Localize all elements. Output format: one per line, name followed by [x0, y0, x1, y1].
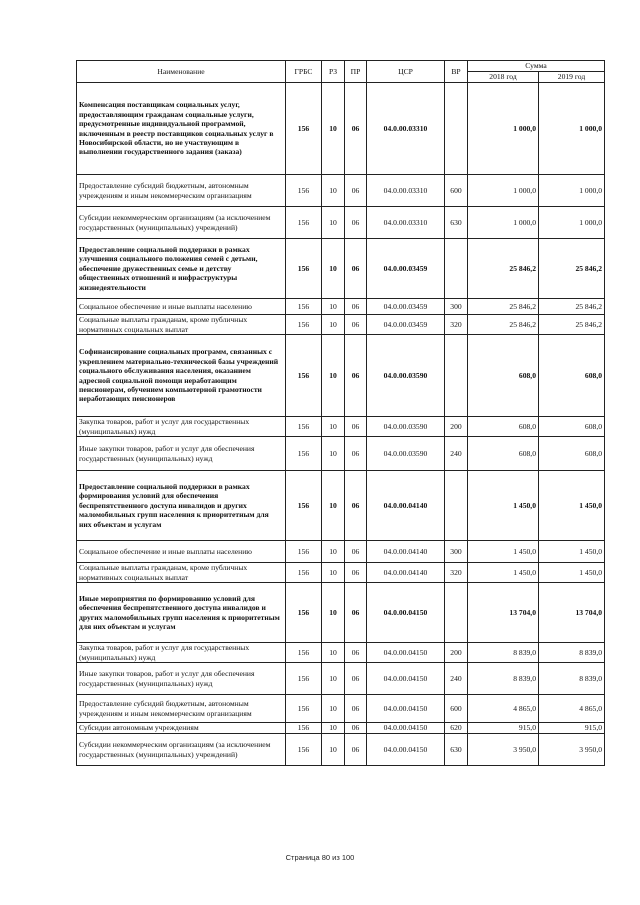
cell-name: Иные мероприятия по формированию условий для обеспечения беспрепятственного доступа инвалидов и других маломобильных групп населения к приоритетным для них объектам и услугам [77, 583, 286, 643]
cell-2018: 13 704,0 [468, 583, 539, 643]
table-row [77, 563, 605, 583]
cell-2019: 25 846,2 [539, 239, 605, 299]
cell-rz: 10 [322, 437, 345, 471]
cell-grbs: 156 [286, 239, 322, 299]
table-body [77, 83, 605, 766]
table-row [77, 723, 605, 734]
cell-grbs: 156 [286, 299, 322, 315]
cell-2019: 1 450,0 [539, 471, 605, 541]
cell-vr: 630 [445, 207, 468, 239]
cell-2019: 25 846,2 [539, 299, 605, 315]
cell-2018: 4 865,0 [468, 695, 539, 723]
cell-pr: 06 [345, 175, 367, 207]
cell-rz: 10 [322, 207, 345, 239]
cell-csr: 04.0.00.03310 [367, 83, 445, 175]
cell-2019: 915,0 [539, 723, 605, 734]
table-row [77, 335, 605, 417]
cell-rz: 10 [322, 643, 345, 663]
cell-pr: 06 [345, 723, 367, 734]
cell-rz: 10 [322, 417, 345, 437]
cell-2019: 25 846,2 [539, 315, 605, 335]
cell-pr: 06 [345, 335, 367, 417]
cell-name: Социальные выплаты гражданам, кроме публичных нормативных социальных выплат [77, 315, 286, 335]
cell-name: Субсидии автономным учреждениям [77, 723, 286, 734]
cell-2019: 1 000,0 [539, 175, 605, 207]
cell-vr: 200 [445, 417, 468, 437]
cell-grbs: 156 [286, 695, 322, 723]
table-row [77, 437, 605, 471]
cell-rz: 10 [322, 541, 345, 563]
cell-csr: 04.0.00.03459 [367, 299, 445, 315]
cell-rz: 10 [322, 175, 345, 207]
cell-csr: 04.0.00.04150 [367, 643, 445, 663]
table-row [77, 207, 605, 239]
cell-vr: 600 [445, 175, 468, 207]
cell-csr: 04.0.00.03590 [367, 335, 445, 417]
table-row [77, 175, 605, 207]
cell-2018: 1 450,0 [468, 541, 539, 563]
cell-name: Социальные выплаты гражданам, кроме публичных нормативных социальных выплат [77, 563, 286, 583]
cell-grbs: 156 [286, 643, 322, 663]
cell-rz: 10 [322, 734, 345, 766]
cell-rz: 10 [322, 663, 345, 695]
cell-grbs: 156 [286, 437, 322, 471]
cell-2019: 4 865,0 [539, 695, 605, 723]
cell-2019: 608,0 [539, 437, 605, 471]
cell-pr: 06 [345, 437, 367, 471]
cell-rz: 10 [322, 239, 345, 299]
cell-csr: 04.0.00.03459 [367, 315, 445, 335]
cell-2018: 3 950,0 [468, 734, 539, 766]
cell-2019: 608,0 [539, 335, 605, 417]
cell-name: Закупка товаров, работ и услуг для государственных (муниципальных) нужд [77, 643, 286, 663]
cell-2018: 1 000,0 [468, 83, 539, 175]
table-header [77, 61, 605, 83]
cell-name: Закупка товаров, работ и услуг для государственных (муниципальных) нужд [77, 417, 286, 437]
cell-2019: 1 450,0 [539, 541, 605, 563]
page-number: Страница 80 из 100 [285, 853, 355, 862]
table-row [77, 734, 605, 766]
cell-2019: 3 950,0 [539, 734, 605, 766]
table-row [77, 695, 605, 723]
cell-rz: 10 [322, 583, 345, 643]
cell-pr: 06 [345, 541, 367, 563]
cell-pr: 06 [345, 299, 367, 315]
cell-rz: 10 [322, 315, 345, 335]
cell-pr: 06 [345, 583, 367, 643]
cell-name: Предоставление социальной поддержки в рамках формирования условий для обеспечения беспрепятственного доступа инвалидов и других маломобильных групп населения к приоритетным для них объектам и услугам [77, 471, 286, 541]
cell-vr [445, 239, 468, 299]
cell-vr: 600 [445, 695, 468, 723]
cell-name: Иные закупки товаров, работ и услуг для обеспечения государственных (муниципальных) нужд [77, 437, 286, 471]
cell-name: Субсидии некоммерческим организациям (за исключением государственных (муниципальных) учреждений) [77, 734, 286, 766]
cell-2019: 1 450,0 [539, 563, 605, 583]
cell-pr: 06 [345, 207, 367, 239]
cell-2019: 1 000,0 [539, 207, 605, 239]
cell-pr: 06 [345, 417, 367, 437]
cell-rz: 10 [322, 335, 345, 417]
header-pr: ПР [345, 61, 367, 83]
table-row [77, 417, 605, 437]
cell-grbs: 156 [286, 563, 322, 583]
cell-rz: 10 [322, 299, 345, 315]
cell-csr: 04.0.00.03310 [367, 175, 445, 207]
cell-2018: 1 450,0 [468, 471, 539, 541]
cell-grbs: 156 [286, 315, 322, 335]
cell-2018: 1 000,0 [468, 175, 539, 207]
cell-vr [445, 471, 468, 541]
header-csr: ЦСР [367, 61, 445, 83]
cell-csr: 04.0.00.04140 [367, 563, 445, 583]
cell-csr: 04.0.00.04140 [367, 471, 445, 541]
cell-2019: 1 000,0 [539, 83, 605, 175]
cell-vr [445, 583, 468, 643]
cell-name: Компенсация поставщикам социальных услуг, предоставляющим гражданам социальные услуги, предусмотренные индивидуальной программой, включенным в реестр поставщиков социальных услуг в Новосибирской области, но не участвующим в выполнении государственного задания (заказа) [77, 83, 286, 175]
cell-rz: 10 [322, 723, 345, 734]
cell-vr [445, 335, 468, 417]
cell-pr: 06 [345, 734, 367, 766]
cell-csr: 04.0.00.04150 [367, 734, 445, 766]
cell-csr: 04.0.00.04150 [367, 723, 445, 734]
cell-grbs: 156 [286, 207, 322, 239]
cell-vr: 300 [445, 541, 468, 563]
cell-grbs: 156 [286, 417, 322, 437]
cell-2019: 608,0 [539, 417, 605, 437]
table-row [77, 663, 605, 695]
cell-grbs: 156 [286, 175, 322, 207]
cell-pr: 06 [345, 83, 367, 175]
cell-vr: 240 [445, 437, 468, 471]
header-grbs: ГРБС [286, 61, 322, 83]
cell-csr: 04.0.00.03590 [367, 417, 445, 437]
cell-pr: 06 [345, 563, 367, 583]
cell-vr: 320 [445, 315, 468, 335]
header-sum: Сумма [468, 61, 605, 72]
table-row [77, 239, 605, 299]
cell-2019: 13 704,0 [539, 583, 605, 643]
cell-2018: 25 846,2 [468, 315, 539, 335]
cell-grbs: 156 [286, 734, 322, 766]
cell-name: Социальное обеспечение и иные выплаты населению [77, 299, 286, 315]
cell-pr: 06 [345, 663, 367, 695]
cell-name: Предоставление субсидий бюджетным, автономным учреждениям и иным некоммерческим организациям [77, 695, 286, 723]
cell-csr: 04.0.00.03310 [367, 207, 445, 239]
cell-2018: 25 846,2 [468, 239, 539, 299]
cell-pr: 06 [345, 643, 367, 663]
cell-grbs: 156 [286, 541, 322, 563]
cell-vr [445, 83, 468, 175]
cell-pr: 06 [345, 471, 367, 541]
cell-name: Предоставление субсидий бюджетным, автономным учреждениям и иным некоммерческим организациям [77, 175, 286, 207]
table-row [77, 83, 605, 175]
cell-2018: 608,0 [468, 335, 539, 417]
table-row [77, 471, 605, 541]
cell-grbs: 156 [286, 335, 322, 417]
header-year-2018: 2018 год [468, 72, 539, 83]
cell-grbs: 156 [286, 723, 322, 734]
budget-table [76, 60, 605, 766]
cell-csr: 04.0.00.03459 [367, 239, 445, 299]
header-rz: РЗ [322, 61, 345, 83]
cell-2018: 8 839,0 [468, 643, 539, 663]
table-row [77, 315, 605, 335]
cell-2019: 8 839,0 [539, 663, 605, 695]
cell-name: Социальное обеспечение и иные выплаты населению [77, 541, 286, 563]
cell-pr: 06 [345, 315, 367, 335]
header-year-2019: 2019 год [539, 72, 605, 83]
cell-pr: 06 [345, 695, 367, 723]
cell-csr: 04.0.00.04150 [367, 583, 445, 643]
cell-name: Софинансирование социальных программ, связанных с укреплением материально-технической базы учреждений социального обслуживания населения, оказанием адресной социальной помощи неработающим пенсионерам, обучением компьютерной грамотности неработающих пенсионеров [77, 335, 286, 417]
cell-vr: 630 [445, 734, 468, 766]
header-vr: ВР [445, 61, 468, 83]
cell-rz: 10 [322, 471, 345, 541]
cell-grbs: 156 [286, 583, 322, 643]
cell-name: Предоставление социальной поддержки в рамках улучшения социального положения семей с детьми, обеспечение дружественных семье и детству общественных отношений и инфраструктуры жизнедеятельности [77, 239, 286, 299]
table-row [77, 541, 605, 563]
cell-grbs: 156 [286, 663, 322, 695]
cell-name: Иные закупки товаров, работ и услуг для обеспечения государственных (муниципальных) нужд [77, 663, 286, 695]
cell-rz: 10 [322, 563, 345, 583]
cell-csr: 04.0.00.04150 [367, 663, 445, 695]
table-row [77, 583, 605, 643]
cell-2018: 608,0 [468, 417, 539, 437]
cell-rz: 10 [322, 695, 345, 723]
table-row [77, 299, 605, 315]
cell-2018: 1 000,0 [468, 207, 539, 239]
cell-2018: 915,0 [468, 723, 539, 734]
cell-rz: 10 [322, 83, 345, 175]
cell-pr: 06 [345, 239, 367, 299]
cell-2018: 1 450,0 [468, 563, 539, 583]
cell-2019: 8 839,0 [539, 643, 605, 663]
header-name: Наименование [77, 61, 286, 83]
cell-csr: 04.0.00.04150 [367, 695, 445, 723]
cell-grbs: 156 [286, 471, 322, 541]
cell-2018: 25 846,2 [468, 299, 539, 315]
cell-vr: 320 [445, 563, 468, 583]
cell-2018: 608,0 [468, 437, 539, 471]
cell-vr: 300 [445, 299, 468, 315]
table-row [77, 643, 605, 663]
cell-vr: 620 [445, 723, 468, 734]
cell-csr: 04.0.00.04140 [367, 541, 445, 563]
cell-name: Субсидии некоммерческим организациям (за исключением государственных (муниципальных) учреждений) [77, 207, 286, 239]
cell-grbs: 156 [286, 83, 322, 175]
cell-vr: 240 [445, 663, 468, 695]
cell-2018: 8 839,0 [468, 663, 539, 695]
cell-csr: 04.0.00.03590 [367, 437, 445, 471]
cell-vr: 200 [445, 643, 468, 663]
